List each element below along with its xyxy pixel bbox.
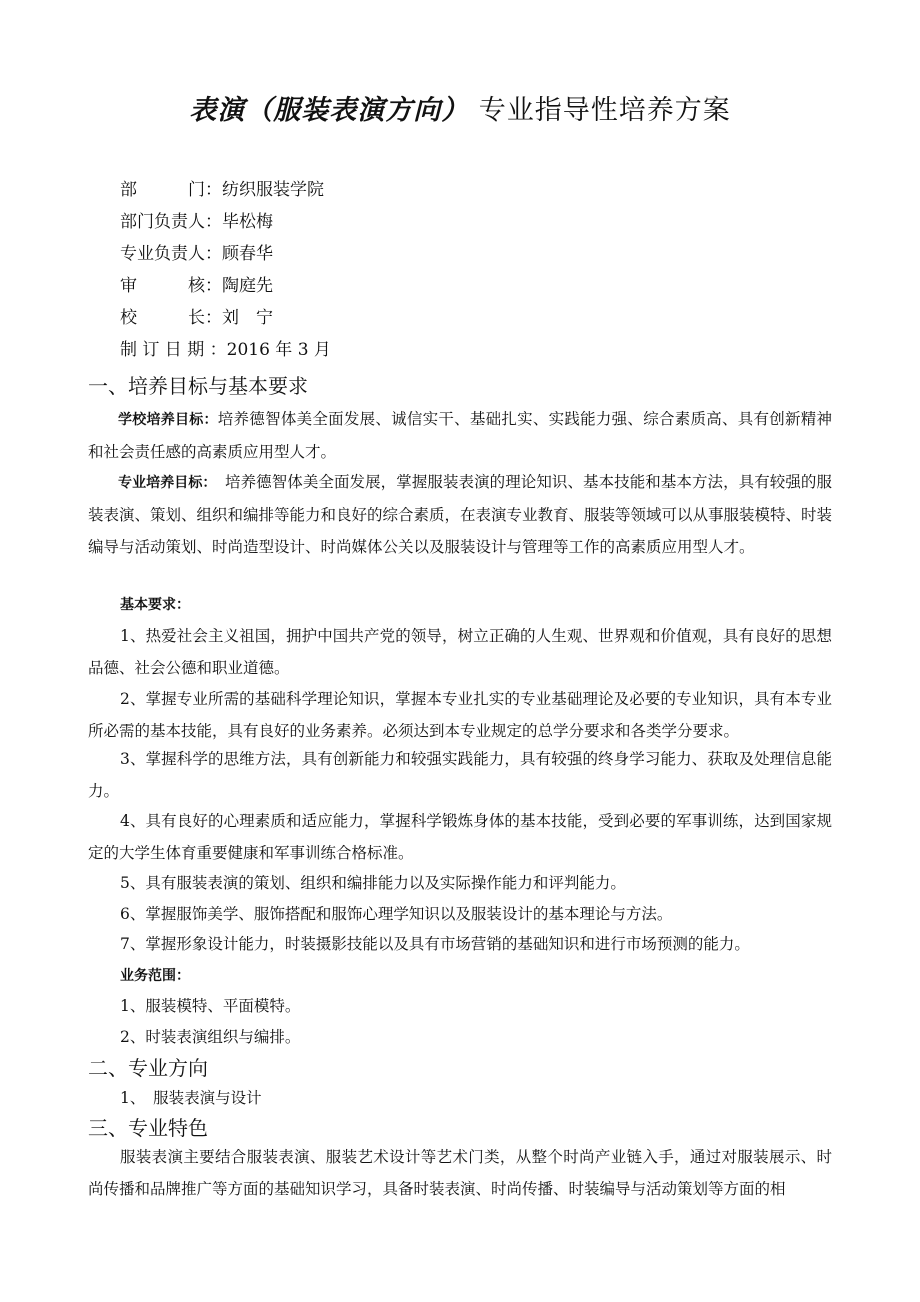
requirement-item: 7、掌握形象设计能力，时装摄影技能以及具有市场营销的基础知识和进行市场预测的能力。 (120, 935, 750, 953)
meta-value: 纺织服装学院 (222, 180, 324, 200)
requirement-item: 1、热爱社会主义祖国，拥护中国共产党的领导，树立正确的人生观、世界观和价值观，具有良好的思想品德、社会公德和职业道德。 (88, 627, 832, 677)
requirements-label: 基本要求： (120, 597, 190, 613)
requirement-item: 4、具有良好的心理素质和适应能力，掌握科学锻炼身体的基本技能，受到必要的军事训练，达到国家规定的大学生体育重要健康和军事训练合格标准。 (88, 812, 832, 862)
meta-label: 校 长： (120, 308, 222, 328)
meta-value: 陶庭先 (222, 276, 273, 296)
direction-item: 1、 服装表演与设计 (120, 1089, 262, 1107)
scope-label: 业务范围： (120, 968, 190, 984)
major-goal-label: 专业培养目标： (118, 475, 210, 491)
title-part1: 表演（服装表演方向） (189, 95, 470, 126)
requirement-item: 3、掌握科学的思维方法，具有创新能力和较强实践能力，具有较强的终身学习能力、获取及处理信息能力。 (88, 750, 832, 800)
requirement-item: 2、掌握专业所需的基础科学理论知识，掌握本专业扎实的专业基础理论及必要的专业知识，具有本专业所必需的基本技能，具有良好的业务素养。必须达到本专业规定的总学分要求和各类学分要求。 (88, 690, 832, 740)
meta-reviewer (120, 271, 273, 296)
meta-major-head (120, 239, 273, 264)
requirement-item: 6、掌握服饰美学、服饰搭配和服饰心理学知识以及服装设计的基本理论与方法。 (120, 905, 673, 923)
major-goal (88, 466, 832, 563)
major-goal-text: 培养德智体美全面发展，掌握服装表演的理论知识、基本技能和基本方法，具有较强的服装表演、策划、组织和编排等能力和良好的综合素质，在表演专业教育、服装等领域可以从事服装模特、时装编导与活动策划、时尚造型设计、时尚媒体公关以及服装设计与管理等工作的高素质应用型人才。 (88, 473, 833, 556)
meta-label: 审 核： (120, 276, 222, 296)
page-title (0, 88, 920, 127)
school-goal-text: 培养德智体美全面发展、诚信实干、基础扎实、实践能力强、综合素质高、具有创新精神和社会责任感的高素质应用型人才。 (88, 410, 832, 461)
feature-text: 服装表演主要结合服装表演、服装艺术设计等艺术门类，从整个时尚产业链入手，通过对服装展示、时尚传播和品牌推广等方面的基础知识学习，具备时装表演、时尚传播、时装编导与活动策划等方面的相 (88, 1148, 832, 1198)
meta-dept-head (120, 207, 273, 232)
meta-label: 部 门： (120, 180, 222, 200)
meta-label: 制 订 日 期 ： (120, 340, 227, 360)
scope-item: 1、服装模特、平面模特。 (120, 997, 301, 1015)
meta-president (120, 303, 273, 328)
meta-value: 顾春华 (222, 244, 273, 264)
requirement-item: 5、具有服装表演的策划、组织和编排能力以及实际操作能力和评判能力。 (120, 874, 626, 892)
meta-label: 专业负责人： (120, 244, 222, 264)
meta-value: 刘 宁 (222, 308, 273, 328)
meta-date (120, 335, 331, 360)
section2-heading: 二、专业方向 (88, 1056, 208, 1080)
meta-value: 2016 年 3 月 (226, 340, 331, 360)
school-goal (88, 403, 832, 468)
section3-heading: 三、专业特色 (88, 1116, 208, 1140)
school-goal-label: 学校培养目标： (118, 412, 218, 428)
meta-label: 部门负责人： (120, 212, 222, 232)
title-part2: 专业指导性培养方案 (478, 95, 731, 126)
meta-department (120, 175, 324, 200)
meta-value: 毕松梅 (222, 212, 273, 232)
scope-item: 2、时装表演组织与编排。 (120, 1028, 301, 1046)
section1-heading: 一、培养目标与基本要求 (88, 374, 308, 398)
